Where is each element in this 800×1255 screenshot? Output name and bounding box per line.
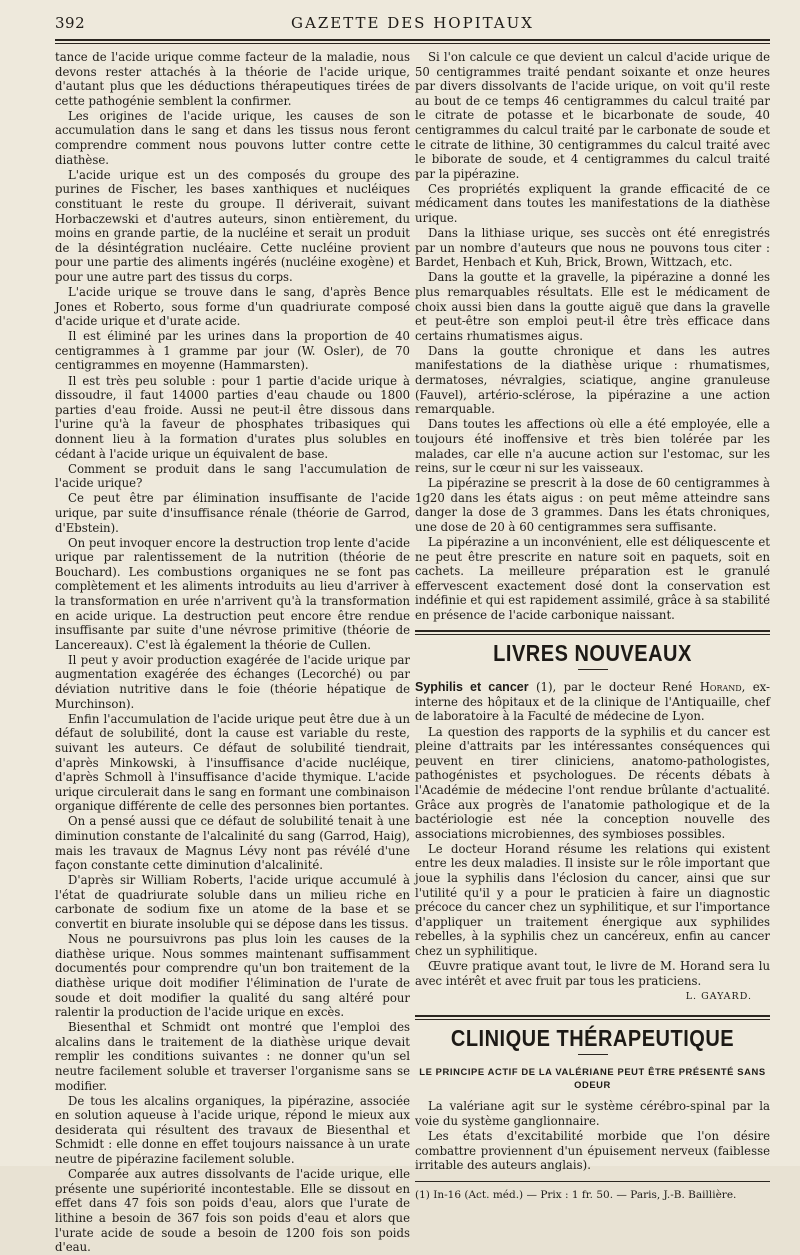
paragraph: Nous ne poursuivrons pas plus loin les causes de la diathèse urique. Nous sommes maintenant suffisamment documentés pour comprendre qu'un bon traitement de la diathèse urique doit modifier l'élimination de l'urate de soude et doit modifier la qualité du sang altéré pour ralentir la production de l'acide urique en excès. [55,932,410,1020]
page-header [55,14,770,38]
footnote-rule [415,1181,770,1182]
section-heading-clinique: CLINIQUE THÉRAPEUTIQUE [450,1026,735,1052]
book-intro: (1), par le docteur René [528,680,700,695]
paragraph: Comment se produit dans le sang l'accumulation de l'acide urique? [55,461,410,491]
book-author: Horand [699,680,742,695]
paragraph: La valériane agit sur le système cérébro-spinal par la voie du système ganglionnaire. [415,1099,770,1128]
book-title: Syphilis et cancer [415,680,529,695]
journal-title: GAZETTE DES HOPITAUX [291,14,534,32]
paragraph: On a pensé aussi que ce défaut de solubilité tenait à une diminution constante de l'alcalinité du sang (Garrod, Haig), mais les travaux de Magnus Lévy nont pas révélé d'une façon constante cette diminution d'alcalinité. [55,814,410,873]
paragraph: L'acide urique est un des composés du groupe des purines de Fischer, les bases xanthiques et nucléiques constituant le reste du groupe. Il dériverait, suivant Horbaczewski et d'autres auteurs, sinon entièrement, du moins en grande partie, de la nucléine et serait un produit de la désintégration nucléaire. Cette nucléine provient pour une partie des aliments ingérés (nucléine exogène) et pour une autre part des tissus du corps. [55,167,410,284]
paragraph: Œuvre pratique avant tout, le livre de M. Horand sera lu avec intérêt et avec fruit par tous les praticiens. [415,959,770,988]
paragraph: De tous les alcalins organiques, la pipérazine, associée en solution aqueuse à l'acide urique, répond le mieux aux desiderata qui résultent des travaux de Biesenthal et Schmidt : elle donne en effet toujours naissance à un urate neutre de pipérazine facilement soluble. [55,1093,410,1167]
paragraph: Ce peut être par élimination insuffisante de l'acide urique, par suite d'insuffisance rénale (théorie de Garrod, d'Ebstein). [55,491,410,535]
article-title: LE PRINCIPE ACTIF DE LA VALÉRIANE PEUT ÊTRE PRÉSENTÉ SANS ODEUR [419,1066,766,1091]
paragraph: Biesenthal et Schmidt ont montré que l'emploi des alcalins dans le traitement de la diathèse urique devait remplir les conditions suivantes : ne donner qu'un sel neutre facilement soluble et traverser l'organisme sans se modifier. [55,1020,410,1093]
paragraph: Ces propriétés expliquent la grande efficacité de ce médicament dans toutes les manifestations de la diathèse urique. [415,181,770,226]
paragraph: Dans toutes les affections où elle a été employée, elle a toujours été inoffensive et très bien tolérée par les malades, car elle n'a aucune action sur l'estomac, sur les reins, sur le cœur ni sur les vaisseaux. [415,417,770,476]
page-number: 392 [55,14,86,32]
paragraph: Si l'on calcule ce que devient un calcul d'acide urique de 50 centigrammes traité pendant soixante et onze heures par divers dissolvants de l'acide urique, on voit qu'il reste au bout de ce temps 46 centigrammes du calcul traité par le citrate de potasse et le bicarbonate de soude, 40 centigrammes du calcul traité par le carbonate de soude et le citrate de lithine, 30 centigrammes du calcul traité avec le biborate de soude, et 4 centigrammes du calcul traité par la pipérazine. [415,50,770,181]
paragraph: Les origines de l'acide urique, les causes de son accumulation dans le sang et dans les tissus nous feront comprendre comment nous pouvons lutter contre cette diathèse. [55,108,410,167]
paragraph: D'après sir William Roberts, l'acide urique accumulé à l'état de quadriurate soluble dans un milieu riche en carbonate de sodium fixe un atome de la base et se convertit en biurate insoluble qui se dépose dans les tissus. [55,873,410,932]
paragraph: Les états d'excitabilité morbide que l'on désire combattre proviennent d'un épuisement nerveux (faiblesse irritable des auteurs anglais). [415,1129,770,1173]
review-signature: L. GAYARD. [685,991,752,1003]
footnote: (1) In-16 (Act. méd.) — Prix : 1 fr. 50. — Paris, J.-B. Baillière. [415,1188,737,1201]
section-divider [415,630,770,635]
paragraph: Il est très peu soluble : pour 1 partie d'acide urique à dissoudre, il faut 14000 parties d'eau chaude ou 1800 parties d'eau froide. Aussi ne peut-il être dissous dans l'urine qu'à la faveur de phosphates tribasiques qui donnent lieu à la formation d'urates plus solubles en cédant à l'acide urique un équivalent de base. [55,373,410,461]
paragraph: On peut invoquer encore la destruction trop lente d'acide urique par ralentissement de la nutrition (théorie de Bouchard). Les combustions organiques ne se font pas complètement et les aliments introduits au lieu d'arriver à la transformation en urée n'arrivent qu'à la transformation en acide urique. La destruction peut encore être rendue insuffisante par suite d'une névrose primitive (théorie de Lancereaux). C'est là également la théorie de Cullen. [55,535,410,652]
paragraph: Le docteur Horand résume les relations qui existent entre les deux maladies. Il insiste sur le rôle important que joue la syphilis dans l'éclosion du cancer, ainsi que sur l'utilité qu'il y a pour le praticien à faire un diagnostic précoce du cancer chez un syphilitique, et sur l'importance d'appliquer un traitement énergique aux syphilides rebelles, à la syphilis chez un cancéreux, enfin au cancer chez un syphilitique. [415,841,770,958]
section-divider [415,1015,770,1020]
paragraph: Il est éliminé par les urines dans la proportion de 40 centigrammes à 1 gramme par jour (W. Osler), de 70 centigrammes en moyenne (Hammarsten). [55,329,410,373]
heading-underline [578,669,608,670]
paragraph: La pipérazine a un inconvénient, elle est déliquescente et ne peut être prescrite en nature soit en paquets, soit en cachets. La meilleure préparation est le granulé effervescent exactement dosé dont la conservation est indéfinie et qui est rapidement assimilé, grâce à sa stabilité en présence de l'acide carbonique naissant. [415,535,770,623]
section-heading-livres: LIVRES NOUVEAUX [493,640,692,667]
book-entry [415,680,770,724]
paragraph: Enfin l'accumulation de l'acide urique peut être due à un défaut de solubilité, dont la cause est variable du reste, suivant les auteurs. Ce défaut de solubilité tiendrait, d'après Minkowski, à l'insuffisance d'acide nucléique, d'après Schmoll à l'insuffisance d'acide thymique. L'acide urique circulerait dans le sang en formant une combinaison organique différente de celle des personnes bien portantes. [55,711,411,814]
paragraph: L'acide urique se trouve dans le sang, d'après Bence Jones et Roberto, sous forme d'un quadriurate composé d'acide urique et d'urate acide. [55,285,410,329]
paragraph: La question des rapports de la syphilis et du cancer est pleine d'attraits par les intéressantes conséquences qui peuvent en tirer cliniciens, anatomo-pathologistes, pathogénistes et psychologues. De récents débats à l'Académie de médecine l'ont rendue brûlante d'actualité. Grâce aux progrès de l'anatomie pathologique et de la bactériologie est née la conception nouvelle des associations microbiennes, des symbioses possibles. [415,724,770,841]
paragraph: Il peut y avoir production exagérée de l'acide urique par augmentation exagérée des échanges (Lecorché) ou par déviation nutritive dans le foie (théorie hépatique de Murchinson). [55,652,410,711]
left-column [55,50,410,1255]
paragraph: Dans la goutte chronique et dans les autres manifestations de la diathèse urique : rhumatismes, dermatoses, névralgies, sciatique, angine granuleuse (Fauvel), artério-sclérose, la pipérazine a une action remarquable. [415,343,770,417]
paragraph: tance de l'acide urique comme facteur de la maladie, nous devons rester attachés à la théorie de l'acide urique, d'autant plus que les déductions thérapeutiques tirées de cette pathogénie semblent la confirmer. [55,50,410,108]
paragraph: La pipérazine se prescrit à la dose de 60 centigrammes à 1g20 dans les états aigus : on peut même atteindre sans danger la dose de 3 grammes. Dans les états chroniques, une dose de 20 à 60 centigrammes sera suffisante. [415,476,770,534]
heading-underline [578,1054,608,1055]
header-rule [55,39,770,44]
book-intro-rest: , ex-interne des hôpitaux et de la clinique de l'Antiquaille, chef de laboratoire à la Faculté de médecine de Lyon. [415,680,770,724]
paragraph: Comparée aux autres dissolvants de l'acide urique, elle présente une supériorité incontestable. Elle se dissout en effet dans 47 fois son poids d'eau, alors que l'urate de lithine a besoin de 367 fois son poids d'eau et alors que l'urate acide de soude a besoin de 1200 fois son poids d'eau. [55,1167,410,1255]
paragraph: Dans la goutte et la gravelle, la pipérazine a donné les plus remarquables résultats. Elle est le médicament de choix aussi bien dans la goutte aiguë que dans la gravelle et peut-être son emploi peut-il être très efficace dans certains rhumatismes aigus. [415,270,770,343]
paragraph: Dans la lithiase urique, ses succès ont été enregistrés par un nombre d'auteurs que nous ne pouvons tous citer : Bardet, Henbach et Kuh, Brick, Brown, Wittzach, etc. [415,226,770,270]
right-column [415,50,770,1203]
